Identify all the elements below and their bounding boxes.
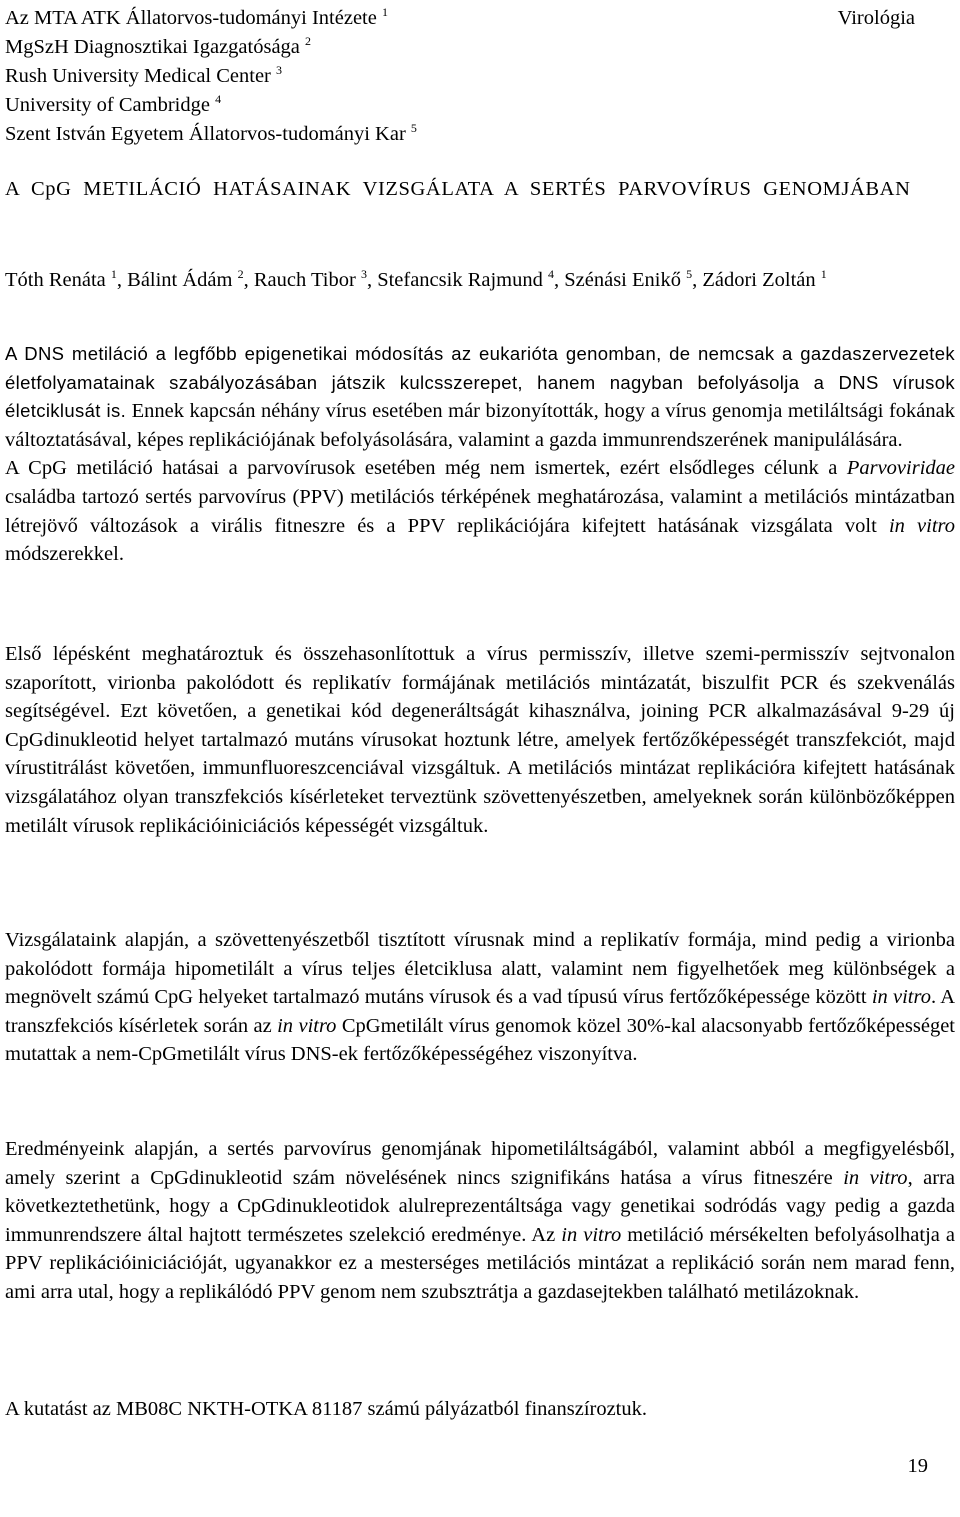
abstract-paragraph-3: Vizsgálataink alapján, a szövettenyészetből tisztított vírusnak mind a replikatív formája, mind pedig a virionba pakolódott formája hipometilált a vírus teljes életciklusa alatt, valamint nem figyelhetőek meg különbségek a megnövelt számú CpG helyeket tartalmazó mutáns vírusok és a vad típusú vírus fertőzőképessége között in vitro. A transzfekciós kísérletek során az in vitro CpGmetilált vírus genomok közel 30%-kal alacsonyabb fertőzőképességet mutattak a nem-CpGmetilált vírus DNS-ek fertőzőképességéhez viszonyítva. [5, 929, 956, 1066]
affiliation-line: Az MTA ATK Állatorvos-tudományi Intézete $^1$ [5, 5, 388, 29]
affiliation-sup: 2 [305, 34, 312, 48]
affiliation-sup: 3 [276, 63, 283, 77]
paragraph-text: Ennek kapcsán néhány vírus esetében már bizonyították, hogy a vírus genomja metiláltsági fokának változtatásával, képes replikációjának befolyásolására, valamint a gazda immunrendszerének manipulálására. [5, 400, 955, 451]
article-title: A CpG METILÁCIÓ HATÁSAINAK VIZSGÁLATA A SERTÉS PARVOVÍRUS GENOMJÁBAN [5, 178, 911, 200]
author: Szénási Enikő $^5$, [564, 267, 698, 291]
affiliation-line: MgSzH Diagnosztikai Igazgatósága $^2$ [5, 34, 312, 58]
affiliation-line: University of Cambridge $^4$ [5, 92, 222, 116]
author: Zádori Zoltán $^1$ [702, 267, 827, 291]
paragraph-intro: A DNS metiláció a legfőbb epigenetikai módosítás az eukarióta genomban, de nemcsak a gazdaszervezetek életfolyamatainak szabályozásában játszik kulcsszerepet, hanem nagyban befolyásolja a DNS vírusok életciklusát is. [5, 343, 955, 422]
affiliations [5, 4, 417, 149]
abstract-paragraph-4: Eredményeink alapján, a sertés parvovírus genomjának hipometiláltságából, valamint abból a megfigyelésből, amely szerint a CpGdinukleotid szám növelésének nincs szignifikáns hatása a vírus fitneszére in vitro, arra következtethetünk, hogy a CpGdinukleotidok alulreprezentáltsága vagy genetikai sodródás vagy pedig a gazda immunrendszere által hajtott természetes szelekció eredménye. Az in vitro metiláció mérsékelten befolyásolhatja a PPV replikációiniciációját, ugyanakkor ez a mesterséges metilációs mintázat a replikáció során nem marad fenn, ami arra utal, hogy a replikálódó PPV genom nem szubsztrátja a gazdasejtekben található metilázoknak. [5, 1138, 956, 1303]
funding-note: A kutatást az MB08C NKTH-OTKA 81187 számú pályázatból finanszíroztuk. [5, 1398, 648, 1420]
page-number: 19 [907, 1455, 928, 1477]
taxon-name: Parvoviridae [846, 457, 955, 480]
abstract-paragraph-2: Első lépésként meghatároztuk és összehasonlítottuk a vírus permisszív, illetve szemi-permisszív sejtvonalon szaporított, virionba pakolódott és replikatív formájának metilációs mintázatát, biszulfit PCR és szekvenálás segítségével. Ezt követően, a genetikai kód degeneráltságát kihasználva, joining PCR alkalmazásával 9-29 új CpGdinukleotid helyet tartalmazó mutáns vírusokat hoztunk létre, amelyek fertőzőképességét transzfekciót, majd vírustitrálást követően, immunfluoreszcenciával vizsgáltuk. A metilációs mintázat replikációra kifejtett hatásának vizsgálatához olyan transzfekciós kísérleteket terveztünk szövettenyészetben, amelyeknek során különbözőképpen metilált vírusok replikációiniciációs képességét vizsgáltuk. [5, 643, 955, 837]
author: Rauch Tibor $^3$, [253, 267, 373, 291]
section-label: Virológia [837, 7, 915, 29]
affiliation-line: Szent István Egyetem Állatorvos-tudományi Kar $^5$ [5, 121, 417, 145]
author-list [5, 265, 955, 295]
abstract-paragraph-1: A DNS metiláció a legfőbb epigenetikai módosítás az eukarióta genomban, de nemcsak a gazdaszervezetek életfolyamatainak szabályozásában játszik kulcsszerepet, hanem nagyban befolyásolja a DNS vírusok életciklusát is. Ennek kapcsán néhány vírus esetében már bizonyították, hogy a vírus genomja metiláltsági fokának változtatásával, képes replikációjának befolyásolására, valamint a gazda immunrendszerének manipulálására. A CpG metiláció hatásai a parvovírusok esetében még nem ismertek, ezért elsődleges célunk a Parvoviridae családba tartozó sertés parvovírus (PPV) metilációs térképének meghatározása, valamint a metilációs mintázatban létrejövő változások a virális fitneszre és a PPV replikációjára kifejtett hatásának vizsgálata volt in vitro módszerekkel. [5, 343, 956, 566]
affiliation-sup: 1 [381, 5, 388, 19]
affiliation-line: Rush University Medical Center $^3$ [5, 63, 283, 87]
author: Tóth Renáta $^1$, [5, 267, 123, 291]
author: Stefancsik Rajmund $^4$, [377, 267, 560, 291]
affiliation-sup: 4 [215, 92, 222, 106]
affiliation-sup: 5 [410, 121, 417, 135]
author: Bálint Ádám $^2$, [127, 267, 249, 291]
